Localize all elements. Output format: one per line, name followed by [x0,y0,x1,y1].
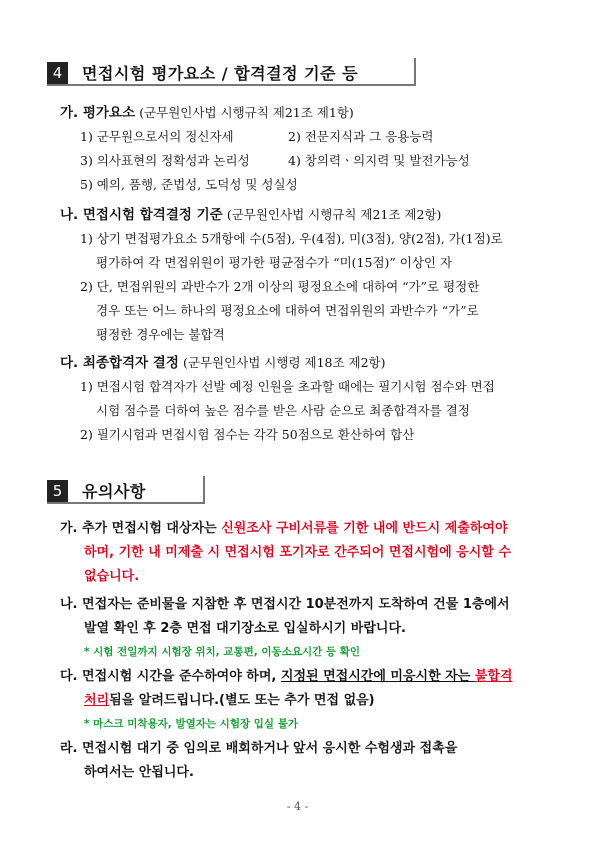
notice-b-line1: 나. 면접자는 준비물을 지참한 후 면접시간 10분전까지 도착하여 건물 1층에서 [60,597,510,612]
list-item: 2) 전문지식과 그 응용능력 [288,129,434,144]
list-item: 평가하여 각 면접위원이 평가한 평균점수가 “미(15점)” 이상인 자 [96,255,453,270]
notice-c-prefix: 다. 면접시험 시간을 준수하여야 하며, [60,669,281,684]
section-4a-heading [60,104,354,123]
list-item: 3) 의사표현의 정확성과 논리성 [80,153,250,168]
section-5-title: 유의사항 [82,482,146,501]
notice-c-red1: 불합격 [474,669,513,684]
section-4c-heading [60,354,386,373]
section-4-underline [47,84,416,86]
section-5-number: 5 [47,480,68,502]
notice-a-prefix: 가. 추가 면접시험 대상자는 [60,521,222,536]
section-4-title: 면접시험 평가요소 / 합격결정 기준 등 [82,64,359,83]
notice-c-note: * 마스크 미착용자, 발열자는 시험장 입실 불가 [84,718,298,730]
list-item: 경우 또는 어느 하나의 평정요소에 대하여 면접위원의 과반수가 “가”로 [96,303,479,318]
section-4a-label: 가. 평가요소 [60,105,136,121]
section-4a-ref: (군무원인사법 시행규칙 제21조 제1항) [139,105,354,120]
list-item: 1) 면접시험 합격자가 선발 예정 인원을 초과할 때에는 필기시험 점수와 면접 [80,379,495,394]
notice-b-note: * 시험 전일까지 시험장 위치, 교통편, 이동소요시간 등 확인 [84,646,361,658]
list-item: 5) 예의, 품행, 준법성, 도덕성 및 성실성 [80,177,298,192]
section-4-header [47,61,358,84]
list-item: 시험 점수를 더하여 높은 점수를 받은 사람 순으로 최종합격자를 결정 [96,403,470,418]
section-4-number: 4 [47,62,68,84]
section-4c-ref: (군무원인사법 시행령 제18조 제2항) [183,355,386,370]
notice-a-line1 [60,520,508,538]
section-4b-heading [60,206,441,225]
notice-c-red2: 처리 [84,693,110,708]
notice-d-line2: 하여서는 안됩니다. [84,765,194,780]
section-5-header [47,479,146,502]
list-item: 2) 필기시험과 면접시험 점수는 각각 50점으로 환산하여 합산 [80,427,415,442]
notice-a-red1: 신원조사 구비서류를 기한 내에 반드시 제출하여야 [221,521,508,536]
notice-c-line2 [84,692,375,710]
notice-c-rest: 됨을 알려드립니다.(별도 또는 추가 면접 없음) [109,693,375,708]
page-number: - 4 - [286,800,309,813]
section-4b-ref: (군무원인사법 시행규칙 제21조 제2항) [226,207,442,222]
list-item: 2) 단, 면접위원의 과반수가 2개 이상의 평정요소에 대하여 “가”로 평정한 [80,279,480,294]
notice-d-line1: 라. 면접시험 대기 중 임의로 배회하거나 앞서 응시한 수험생과 접촉을 [60,741,458,756]
notice-a-line2: 하며, 기한 내 미제출 시 면접시험 포기자로 간주되어 면접시험에 응시할 수 [84,545,511,560]
list-item: 1) 군무원으로서의 정신자세 [80,129,234,144]
list-item: 4) 창의력ㆍ의지력 및 발전가능성 [288,153,470,168]
list-item: 1) 상기 면접평가요소 5개항에 수(5점), 우(4점), 미(3점), 양(2점), 가(1점)로 [80,231,503,246]
list-item: 평정한 경우에는 불합격 [96,327,225,342]
notice-c-line1 [60,668,513,686]
section-4c-label: 다. 최종합격자 결정 [60,355,179,371]
notice-b-line2: 발열 확인 후 2층 면접 대기장소로 입실하시기 바랍니다. [84,621,406,636]
section-5-rightline [203,476,205,504]
section-5-underline [47,502,205,504]
section-4b-label: 나. 면접시험 합격결정 기준 [60,207,223,223]
notice-a-line3: 없습니다. [84,569,140,584]
notice-c-underlined: 지정된 면접시간에 미응시한 자는 [280,669,475,684]
section-4-rightline [414,58,416,86]
